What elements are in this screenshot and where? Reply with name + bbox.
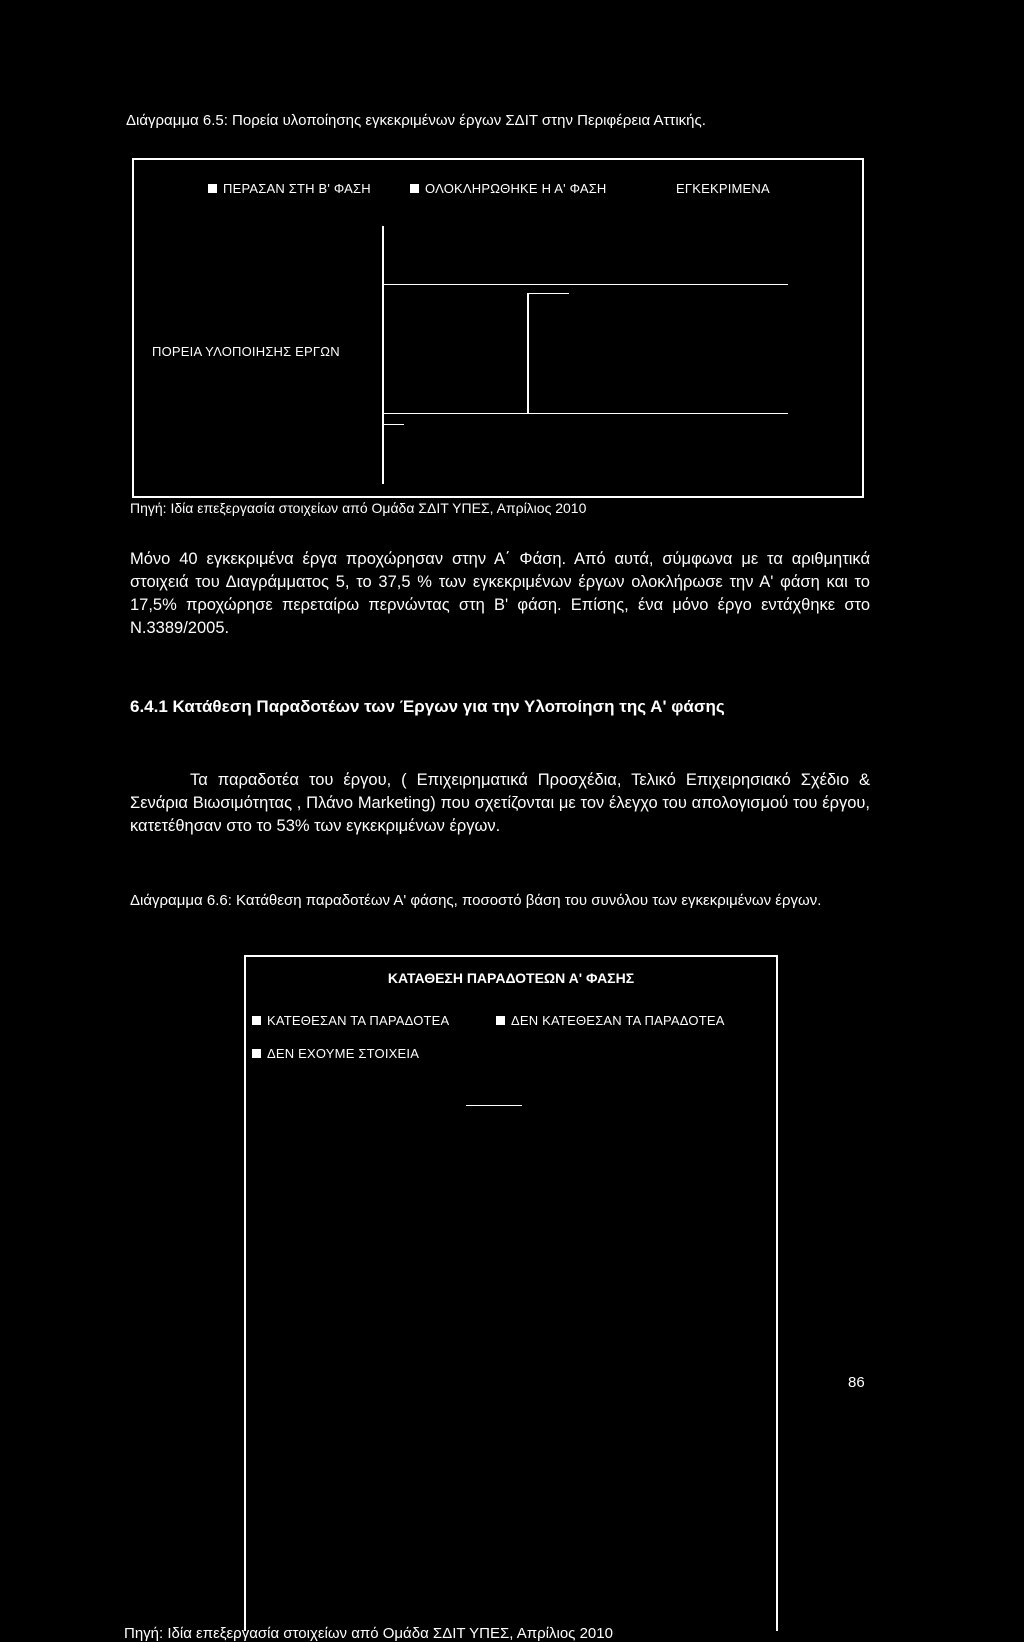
chart1-tick-line [384,424,404,425]
legend-square-icon [208,184,217,193]
chart2-legend-item-1 [252,1013,449,1028]
legend-label: ΔΕΝ ΕΧΟΥΜΕ ΣΤΟΙΧΕΙΑ [267,1046,420,1061]
chart1-legend-item-2 [410,181,607,196]
chart2-caption: Διάγραμμα 6.6: Κατάθεση παραδοτέων Α' φάσης, ποσοστό βάση του συνόλου των εγκεκριμένων έργων. [130,892,822,909]
chart1-bar-outline-top [384,284,788,285]
chart1-category-label: ΠΟΡΕΙΑ ΥΛΟΠΟΙΗΣΗΣ ΕΡΓΩΝ [152,344,340,359]
chart2-title: ΚΑΤΑΘΕΣΗ ΠΑΡΑΔΟΤΕΩΝ Α' ΦΑΣΗΣ [387,970,635,986]
page-number: 86 [848,1374,865,1391]
section-paragraph: Τα παραδοτέα του έργου, ( Επιχειρηματικά Προσχέδια, Τελικό Επιχειρησιακό Σχέδιο & Σενάρια Βιωσιμότητας , Πλάνο Marketing) που σχετίζονται με τον έλεγχο του απολογισμού του έργου, κατετέθησαν στο το 53% των εγκεκριμένων έργων. [130,771,870,835]
legend-square-icon [410,184,419,193]
chart1-legend-item-1 [208,181,371,196]
legend-label: ΔΕΝ ΚΑΤΕΘΕΣΑΝ ΤΑ ΠΑΡΑΔΟΤΕΑ [511,1013,725,1028]
legend-label: ΚΑΤΕΘΕΣΑΝ ΤΑ ΠΑΡΑΔΟΤΕΑ [267,1013,450,1028]
chart2-faint-mark [466,1105,522,1106]
chart1-axis-line [382,226,384,484]
legend-label: ΟΛΟΚΛΗΡΩΘΗΚΕ Η Α' ΦΑΣΗ [425,181,607,196]
legend-label: ΕΓΚΕΚΡΙΜΕΝΑ [676,181,770,196]
chart1-bar-edge [527,293,529,413]
chart1-frame [132,158,864,498]
chart1-bar-outline-bottom [384,413,788,414]
chart1-legend-item-3 [676,181,770,196]
chart2-legend-item-3 [252,1046,419,1061]
legend-square-icon [496,1016,505,1025]
legend-square-icon [252,1049,261,1058]
chart2-legend-item-2 [496,1013,725,1028]
section-heading: 6.4.1 Κατάθεση Παραδοτέων των Έργων για την Υλοποίηση της Α' φάσης [130,697,725,716]
chart1-caption: Διάγραμμα 6.5: Πορεία υλοποίησης εγκεκριμένων έργων ΣΔΙΤ στην Περιφέρεια Αττικής. [126,112,706,129]
chart2-source: Πηγή: Ιδία επεξεργασία στοιχείων από Ομάδα ΣΔΙΤ ΥΠΕΣ, Απρίλιος 2010 [124,1625,613,1642]
paragraph-1: Μόνο 40 εγκεκριμένα έργα προχώρησαν στην Α΄ Φάση. Από αυτά, σύμφωνα με τα αριθμητικά στοιχειά του Διαγράμματος 5, το 37,5 % των εγκεκριμένων έργων ολοκλήρωσε την Α' φάση και το 17,5% προχώρησε περεταίρω περνώντας στη Β' φάση. Επίσης, ένα μόνο έργο εντάχθηκε στο Ν.3389/2005. [130,550,870,637]
chart1-source: Πηγή: Ιδία επεξεργασία στοιχείων από Ομάδα ΣΔΙΤ ΥΠΕΣ, Απρίλιος 2010 [130,500,587,516]
legend-label: ΠΕΡΑΣΑΝ ΣΤΗ Β' ΦΑΣΗ [223,181,371,196]
legend-square-icon [252,1016,261,1025]
chart1-bar-edge-top [529,293,569,294]
